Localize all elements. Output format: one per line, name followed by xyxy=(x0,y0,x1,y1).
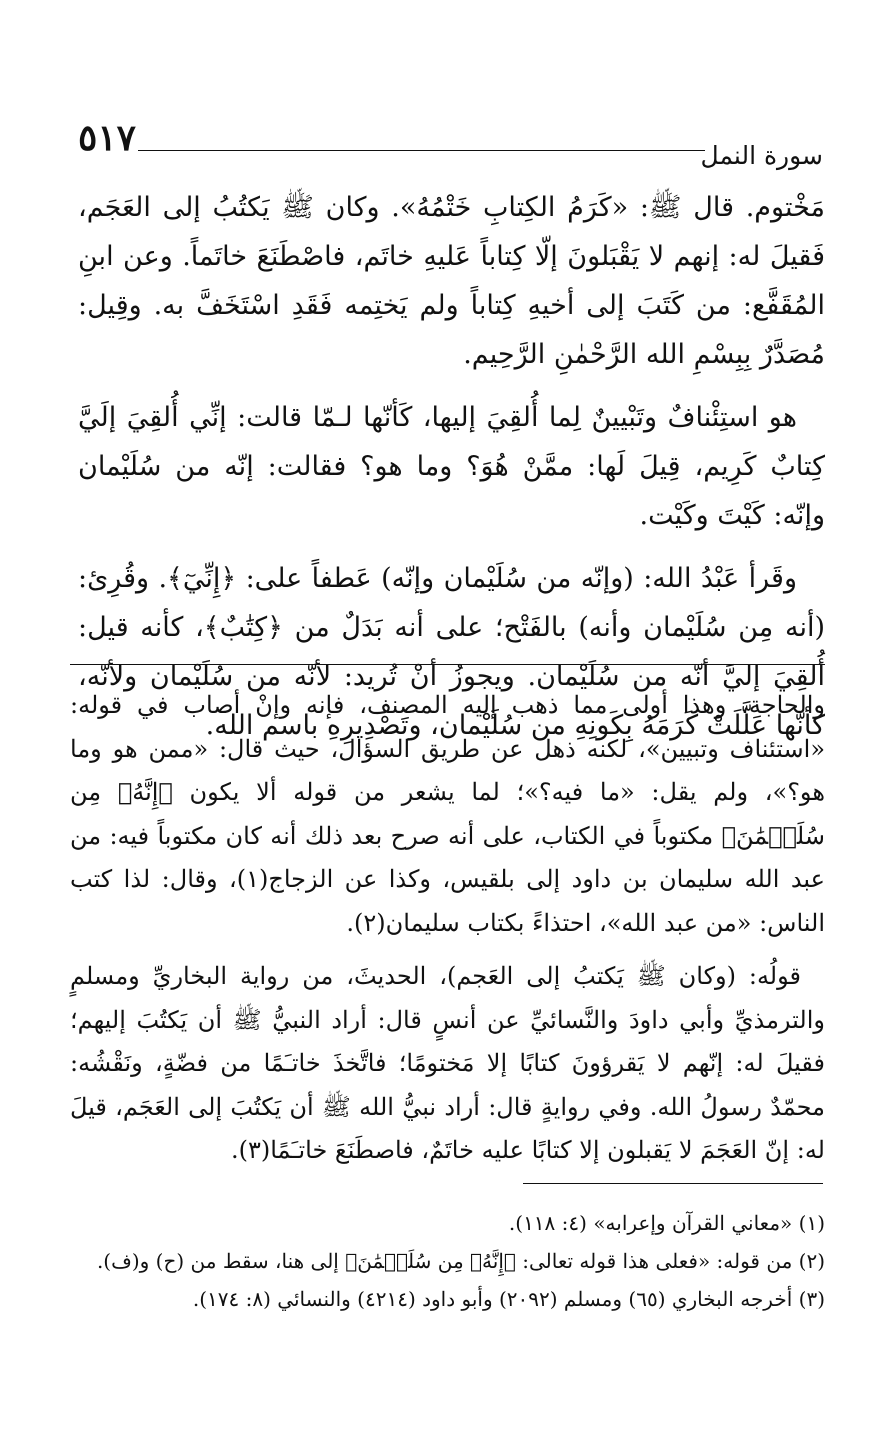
footnote-rule xyxy=(523,1183,823,1184)
commentary-paragraph: قولُه: (وكان ﷺ يَكتبُ إلى العَجم)، الحديثَ، من رواية البخاريِّ ومسلمٍ والترمذيِّ وأبي داودَ والنَّسائيِّ عن أنسٍ قال: أراد النبيُّ ﷺ أن يَكتُبَ إليهم؛ فقيلَ له: إنّهم لا يَقرؤونَ كتابًا إلا مَختومًا؛ فاتَّخذَ خاتـَمًا من فضّةٍ، ونَقْشُه: محمّدٌ رسولُ الله. وفي روايةٍ قال: أراد نبيُّ الله ﷺ أن يَكتُبَ إلى العَجَم، قيلَ له: إنّ العَجَمَ لا يَقبلون إلا كتابًا عليه خاتَمٌ، فاصطَنَعَ خاتـَمًا(٣). xyxy=(70,962,825,1164)
footnote-item: (٣) أخرجه البخاري (٦٥) ومسلم (٢٠٩٢) وأبو داود (٤٢١٤) والنسائي (٨: ١٧٤). xyxy=(192,1287,825,1311)
main-text xyxy=(78,183,825,764)
commentary-text xyxy=(70,684,825,1183)
section-divider xyxy=(70,664,825,665)
footnote-item: (١) «معاني القرآن وإعرابه» (٤: ١١٨). xyxy=(508,1211,825,1235)
page-header xyxy=(78,118,823,178)
main-paragraph: مَخْتوم. قال ﷺ: «كَرَمُ الكِتابِ خَتْمُهُ». وكان ﷺ يَكتُبُ إلى العَجَم، فَقيلَ له: إنهم لا يَقْبَلونَ إلّا كِتاباً عَليهِ خاتَم، فاصْطَنَعَ خاتَماً. وعن ابنِ المُقَفَّع: من كَتَبَ إلى أخيهِ كِتاباً ولم يَختِمه فَقَدِ اسْتَخَفَّ به. وقِيل: مُصَدَّرٌ بِبِسْمِ الله الرَّحْمٰنِ الرَّحِيم. xyxy=(78,192,825,370)
commentary-paragraph: والحاجة، وهذا أولى مما ذهب إليه المصنف، فإنه وإنْ أصاب في قوله: «استئناف وتبيين»، لكنه ذهل عن طريق السؤال، حيث قال: «ممن هو وما هو؟»، ولم يقل: «ما فيه؟»؛ لما يشعر من قوله ألا يكون ﴿إِنَّهُۥ مِن سُلَيۡمَٰنَ﴾ مكتوباً في الكتاب، على أنه صرح بعد ذلك أنه كان مكتوباً فيه: من عبد الله سليمان بن داود إلى بلقيس، وكذا عن الزجاج(١)، وقال: لذا كتب الناس: «من عبد الله»، احتذاءً بكتاب سليمان(٢). xyxy=(70,691,825,937)
page-number: ٥١٧ xyxy=(78,117,137,159)
footnotes xyxy=(70,1204,825,1318)
header-rule xyxy=(138,150,705,151)
surah-title: سورة النمل xyxy=(700,141,823,170)
footnote-item: (٢) من قوله: «فعلى هذا قوله تعالى: ﴿إِنَّهُۥ مِن سُلَيۡمَٰنَ﴾ إلى هنا، سقط من (ح) و(ف). xyxy=(96,1249,825,1273)
main-paragraph: وقَرأ عَبْدُ الله: (وإنّه من سُلَيْمان وإنّه) عَطفاً على: ﴿إِنِّيٓ﴾. وقُرِئ: (أنه مِن سُلَيْمان وأنه) بالفَتْح؛ على أنه بَدَلٌ من ﴿كِتَٰبٌ﴾، كأنه قيل: أُلقِيَ إليَّ أنّه من سُلَيْمان. ويجوزُ أنْ تُريد: لأنّه من سُلَيْمان ولأنّه، كأنّها عَلَّلَتْ كَرَمَهُ بِكَونِهِ من سُلَيْمان، وتَصْدِيرِهِ باسم الله. xyxy=(78,563,825,741)
main-paragraph: هو استِئْنافٌ وتَبْيينٌ لِما أُلقِيَ إليها، كَأنّها لـمّا قالت: إنِّي أُلقِيَ إلَيَّ كِتابٌ كَرِيم، قِيلَ لَها: ممَّنْ هُوَ؟ وما هو؟ فقالت: إنّه من سُلَيْمان وإنّه: كَيْتَ وكَيْت. xyxy=(78,402,825,531)
